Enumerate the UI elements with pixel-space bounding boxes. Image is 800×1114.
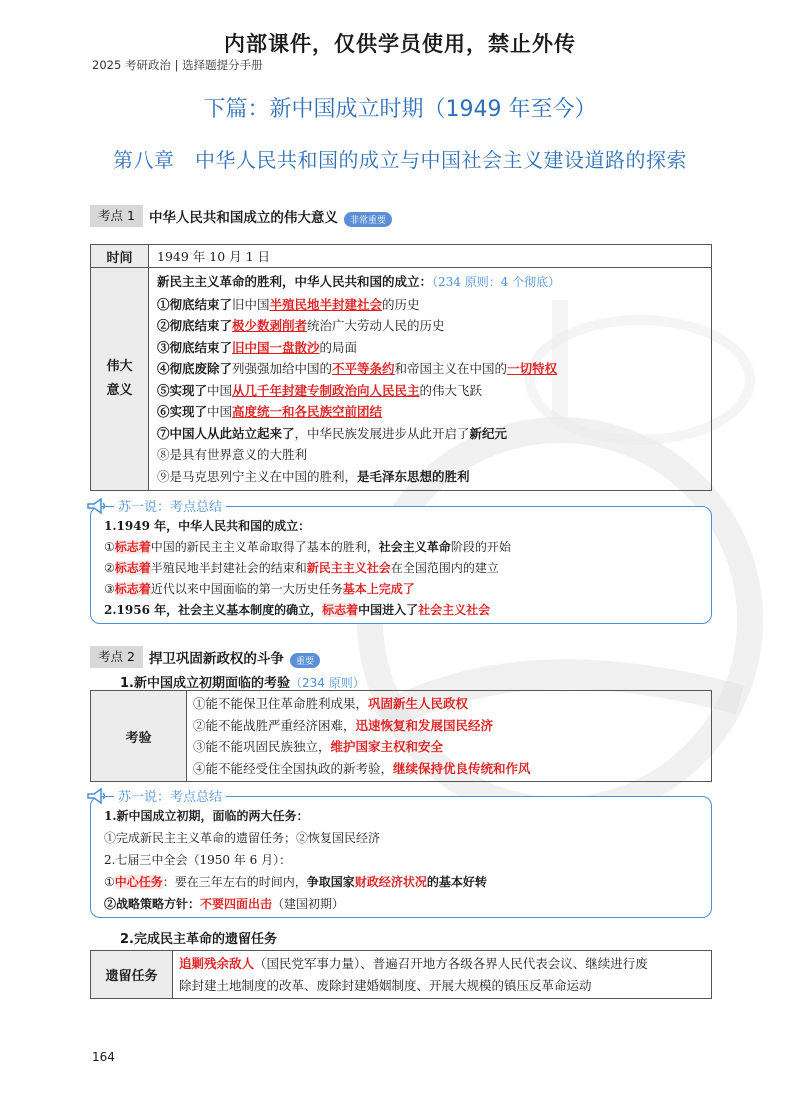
kp2-heading <box>90 646 320 668</box>
legacy-task-content <box>173 951 712 999</box>
summary-1-line: ①标志着中国的新民主主义革命取得了基本的胜利，社会主义革命阶段的开始 <box>104 540 511 554</box>
megaphone-icon <box>86 497 108 515</box>
test-item: ②能不能战胜严重经济困难，迅速恢复和发展国民经济 <box>193 717 494 733</box>
time-value: 1949 年 10 月 1 日 <box>149 245 712 268</box>
internal-banner: 内部课件，仅供学员使用，禁止外传 <box>224 32 576 56</box>
chapter-title: 第八章 中华人民共和国的成立与中国社会主义建设道路的探索 <box>113 148 687 172</box>
meaning-label-2: 意义 <box>106 383 133 398</box>
meaning-item: ⑨是马克思列宁主义在中国的胜利，是毛泽东思想的胜利 <box>157 468 470 484</box>
summary-2-line: ②战略策略方针：不要四面出击（建国初期） <box>104 897 345 911</box>
time-label: 时间 <box>91 245 149 268</box>
test-item: ①能不能保卫住革命胜利成果，巩固新生人民政权 <box>193 696 469 711</box>
kp2-test-table <box>90 690 712 782</box>
legacy-task-table <box>90 950 712 999</box>
summary-1-heading <box>86 496 226 515</box>
summary-2-heading <box>86 786 226 805</box>
part-title: 下篇：新中国成立时期（1949 年至今） <box>203 97 597 122</box>
meaning-item: ③彻底结束了旧中国一盘散沙的局面 <box>157 339 358 355</box>
summary-1-line: ②标志着半殖民地半封建社会的结束和新民主主义社会在全国范围内的建立 <box>104 561 499 575</box>
meaning-label-1: 伟大 <box>106 359 133 374</box>
summary-2-line: 2.七届三中全会（1950 年 6 月）： <box>104 853 292 867</box>
importance-badge: 重要 <box>290 653 320 668</box>
meaning-item: ①彻底结束了旧中国半殖民地半封建社会的历史 <box>157 296 420 312</box>
meaning-item: ⑥实现了中国高度统一和各民族空前团结 <box>157 404 383 419</box>
page-number: 164 <box>92 1050 115 1064</box>
legacy-task-label: 遗留任务 <box>91 951 173 999</box>
meaning-label <box>91 268 149 491</box>
test-item: ③能不能巩固民族独立，维护国家主权和安全 <box>193 739 444 754</box>
kp1-title: 中华人民共和国成立的伟大意义 <box>148 210 338 226</box>
summary-2-line: ①中心任务：要在三年左右的时间内，争取国家财政经济状况的基本好转 <box>104 875 487 889</box>
meaning-item: ⑧是具有世界意义的大胜利 <box>157 447 308 462</box>
importance-badge: 非常重要 <box>344 212 392 227</box>
summary-1-line: 1.1949 年，中华人民共和国的成立： <box>104 519 311 533</box>
test-content <box>187 691 712 782</box>
summary-1-title: 苏一说：考点总结 <box>114 496 226 515</box>
summary-2-line: 1.新中国成立初期，面临的两大任务： <box>104 809 309 823</box>
meaning-item: ⑦中国人从此站立起来了，中华民族发展进步从此开启了新纪元 <box>157 425 508 441</box>
meaning-intro: 新民主主义革命的胜利，中华人民共和国的成立：（234 原则：4 个彻底） <box>157 274 561 289</box>
summary-1-line: 2.1956 年，社会主义基本制度的确立，标志着中国进入了社会主义社会 <box>104 603 491 617</box>
meaning-item: ⑤实现了中国从几千年封建专制政治向人民民主的伟大飞跃 <box>157 382 483 398</box>
legacy-task-line: 除封建土地制度的改革、废除封建婚姻制度、开展大规模的镇压反革命运动 <box>179 977 592 993</box>
kp2-title: 捍卫巩固新政权的斗争 <box>148 651 284 667</box>
legacy-task-line: 追剿残余敌人（国民党军事力量）、普遍召开地方各级各界人民代表会议、继续进行废 <box>179 956 648 971</box>
test-item: ④能不能经受住全国执政的新考验，继续保持优良传统和作风 <box>193 760 531 776</box>
kp2-subheading-2: 2.完成民主革命的遗留任务 <box>120 932 277 947</box>
kp2-subheading-1: 1.新中国成立初期面临的考验（234 原则） <box>120 676 365 691</box>
kp1-table <box>90 244 712 491</box>
meaning-item: ②彻底结束了极少数剥削者统治广大劳动人民的历史 <box>157 318 445 333</box>
kp2-tag: 考点 2 <box>90 646 143 668</box>
meaning-content <box>149 268 712 491</box>
summary-2-line: ①完成新民主主义革命的遗留任务；②恢复国民经济 <box>104 831 381 845</box>
summary-2-title: 苏一说：考点总结 <box>114 786 226 805</box>
book-title: 2025 考研政治 | 选择题提分手册 <box>92 58 263 72</box>
kp1-tag: 考点 1 <box>90 205 143 227</box>
megaphone-icon <box>86 787 108 805</box>
kp1-heading <box>90 205 392 227</box>
meaning-item: ④彻底废除了列强强加给中国的不平等条约和帝国主义在中国的一切特权 <box>157 361 558 376</box>
test-label: 考验 <box>91 691 187 782</box>
summary-1-line: ③标志着近代以来中国面临的第一大历史任务基本上完成了 <box>104 582 415 596</box>
